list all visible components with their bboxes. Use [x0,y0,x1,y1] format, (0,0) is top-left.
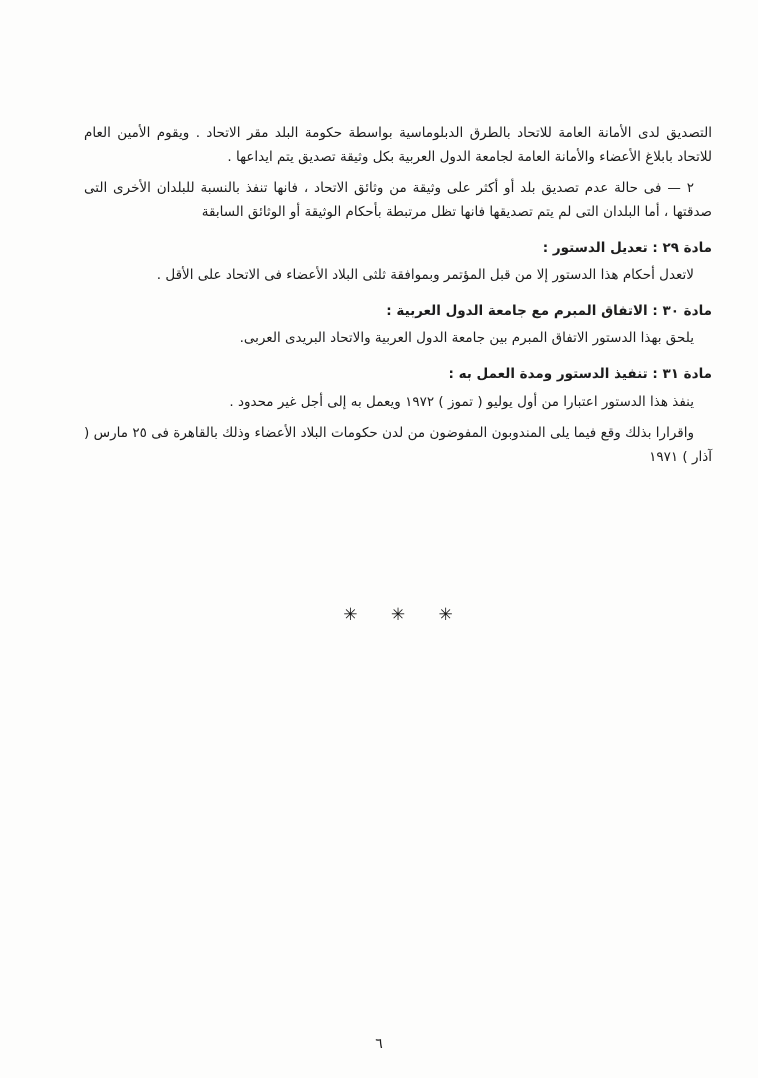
article-31-text: ينفذ هذا الدستور اعتبارا من أول يوليو ( تموز ) ١٩٧٢ ويعمل به إلى أجل غير محدود . [229,393,694,410]
paragraph-clause-2: ٢ — فى حالة عدم تصديق بلد أو أكثر على وثيقة من وثائق الاتحاد ، فانها تنفذ بالنسبة للبلدان الأخرى التى صدقتها ، أما البلدان التى لم يتم تصديقها فانها تظل مرتبطة بأحكام الوثيقة أو الوثائق السابقة [84,180,712,220]
article-29-heading: مادة ٢٩ : تعديل الدستور : [542,239,712,256]
article-30-heading: مادة ٣٠ : الاتفاق المبرم مع جامعة الدول العربية : [386,302,712,319]
paragraph-ratification: التصديق لدى الأمانة العامة للاتحاد بالطرق الدبلوماسية بواسطة حكومة البلد مقر الاتحاد . ويقوم الأمين العام للاتحاد بابلاغ الأعضاء والأمانة العامة لجامعة الدول العربية بكل وثيقة تصديق يتم ايداعها . [84,125,712,165]
article-29-text: لاتعدل أحكام هذا الدستور إلا من قبل المؤتمر وبموافقة ثلثى البلاد الأعضاء فى الاتحاد على الأقل . [156,267,694,284]
closing-declaration: واقرارا بذلك وقع فيما يلى المندوبون المفوضون من لدن حكومات البلاد الأعضاء وذلك بالقاهرة فى ٢٥ مارس ( آذار ) ١٩٧١ [84,425,712,465]
section-separator-asterisks: ✳ ✳ ✳ [343,604,453,625]
page-number: ٦ [375,1036,383,1052]
article-31-heading: مادة ٣١ : تنفيذ الدستور ومدة العمل به : [448,366,712,382]
article-30-text: يلحق بهذا الدستور الاتفاق المبرم بين جامعة الدول العربية والاتحاد البريدى العربى. [239,330,694,347]
